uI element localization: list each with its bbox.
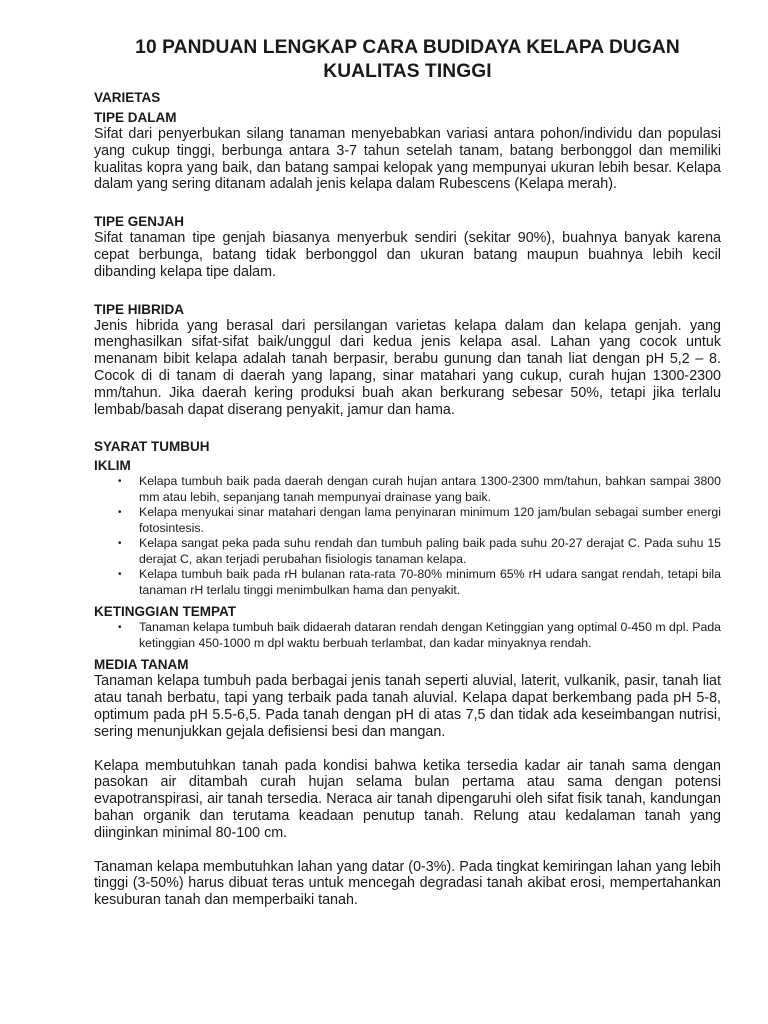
subheading-iklim: IKLIM xyxy=(94,458,131,474)
bullet-icon: • xyxy=(118,622,122,634)
subheading-media-tanam: MEDIA TANAM xyxy=(94,657,189,673)
list-item-text: Tanaman kelapa tumbuh baik didaerah dataran rendah dengan Ketinggian yang optimal 0-450 m dpl. Pada ketinggian 450-1000 m dpl waktu berbuah terlambat, dan kadar minyaknya rendah. xyxy=(139,620,721,650)
subheading-tipe-genjah: TIPE GENJAH xyxy=(94,214,185,230)
subheading-tipe-hibrida: TIPE HIBRIDA xyxy=(94,301,185,317)
list-iklim xyxy=(94,474,721,598)
bullet-icon: • xyxy=(118,507,122,519)
list-ketinggian-tempat xyxy=(94,620,721,651)
paragraph-tipe-hibrida: Jenis hibrida yang berasal dari persilangan varietas kelapa dalam dan kelapa genjah. yang menghasilkan sifat-sifat baik/unggul dari kedua jenis kelapa asal. Lahan yang cocok untuk menanam bibit kelapa adalah tanah berpasir, berabu gunung dan tanah liat dengan pH 5,2 – 8. Cocok di di tanam di daerah yang lapang, sinar matahari yang cukup, curah hujan 1300-2300 mm/tahun. Jika daerah kering produksi buah akan berkurang sebesar 50%, tetapi jika terlalu lembab/basah dapat diserang penyakit, jamur dan hama. xyxy=(94,317,721,418)
paragraph-tipe-dalam: Sifat dari penyerbukan silang tanaman menyebabkan variasi antara pohon/individu dan populasi yang cukup tinggi, berbunga antara 3-7 tahun setelah tanam, batang berbonggol dan memiliki kualitas kopra yang baik, dan batang sampai kelopak yang mempunyai ukuran lebih besar. Kelapa dalam yang sering ditanam adalah jenis kelapa dalam Rubescens (Kelapa merah). xyxy=(94,126,721,193)
section-heading-syarat-tumbuh: SYARAT TUMBUH xyxy=(94,439,210,455)
paragraph-media-tanam-1: Tanaman kelapa tumbuh pada berbagai jenis tanah seperti aluvial, laterit, vulkanik, pasir, tanah liat atau tanah berbatu, tapi yang terbaik pada tanah aluvial. Kelapa dapat berkembang pada pH 5-8, optimum pada pH 5.5-6,5. Pada tanah dengan pH di atas 7,5 dan tidak ada keseimbangan nutrisi, sering menunjukkan gejala defisiensi besi dan mangan. xyxy=(94,673,721,740)
bullet-icon: • xyxy=(118,538,122,550)
list-item xyxy=(94,620,721,651)
list-item-text: Kelapa tumbuh baik pada rH bulanan rata-rata 70-80% minimum 65% rH udara sangat rendah, tetapi bila tanaman rH terlalu tinggi menimbulkan hama dan penyakit. xyxy=(139,567,721,597)
paragraph-tipe-genjah: Sifat tanaman tipe genjah biasanya menyerbuk sendiri (sekitar 90%), buahnya banyak karena cepat berbunga, batang tidak berbonggol dan ukuran batang maupun buahnya lebih kecil dibanding kelapa tipe dalam. xyxy=(94,230,721,280)
subheading-ketinggian-tempat: KETINGGIAN TEMPAT xyxy=(94,604,236,620)
bullet-icon: • xyxy=(118,476,122,488)
list-item-text: Kelapa sangat peka pada suhu rendah dan tumbuh paling baik pada suhu 20-27 derajat C. Pada suhu 15 derajat C, akan terjadi perubahan fisiologis tanaman kelapa. xyxy=(139,536,721,566)
subheading-tipe-dalam: TIPE DALAM xyxy=(94,110,177,125)
list-item-text: Kelapa menyukai sinar matahari dengan lama penyinaran minimum 120 jam/bulan sebagai sumber energi fotosintesis. xyxy=(139,505,721,535)
list-item xyxy=(94,567,721,598)
paragraph-media-tanam-3: Tanaman kelapa membutuhkan lahan yang datar (0-3%). Pada tingkat kemiringan lahan yang lebih tinggi (3-50%) harus dibuat teras untuk mencegah degradasi tanah akibat erosi, mempertahankan kesuburan tanah dan memperbaiki tanah. xyxy=(94,858,721,909)
list-item xyxy=(94,474,721,505)
bullet-icon: • xyxy=(118,569,122,581)
document-page xyxy=(94,36,721,909)
list-item xyxy=(94,505,721,536)
paragraph-media-tanam-2: Kelapa membutuhkan tanah pada kondisi bahwa ketika tersedia kadar air tanah sama dengan pasokan air ditambah curah hujan selama bulan pertama atau sama dengan potensi evapotranspirasi, air tanah tersedia. Neraca air tanah dipengaruhi oleh sifat fisik tanah, kandungan bahan organik dan terutama keadaan penutup tanah. Relung atau kedalaman tanah yang diinginkan minimal 80-100 cm. xyxy=(94,757,721,841)
document-title: 10 PANDUAN LENGKAP CARA BUDIDAYA KELAPA DUGAN KUALITAS TINGGI xyxy=(135,37,680,82)
list-item-text: Kelapa tumbuh baik pada daerah dengan curah hujan antara 1300-2300 mm/tahun, bahkan sampai 3800 mm atau lebih, sepanjang tanah mempunyai drainase yang baik. xyxy=(139,474,721,504)
section-heading-varietas: VARIETAS xyxy=(94,90,161,105)
list-item xyxy=(94,536,721,567)
